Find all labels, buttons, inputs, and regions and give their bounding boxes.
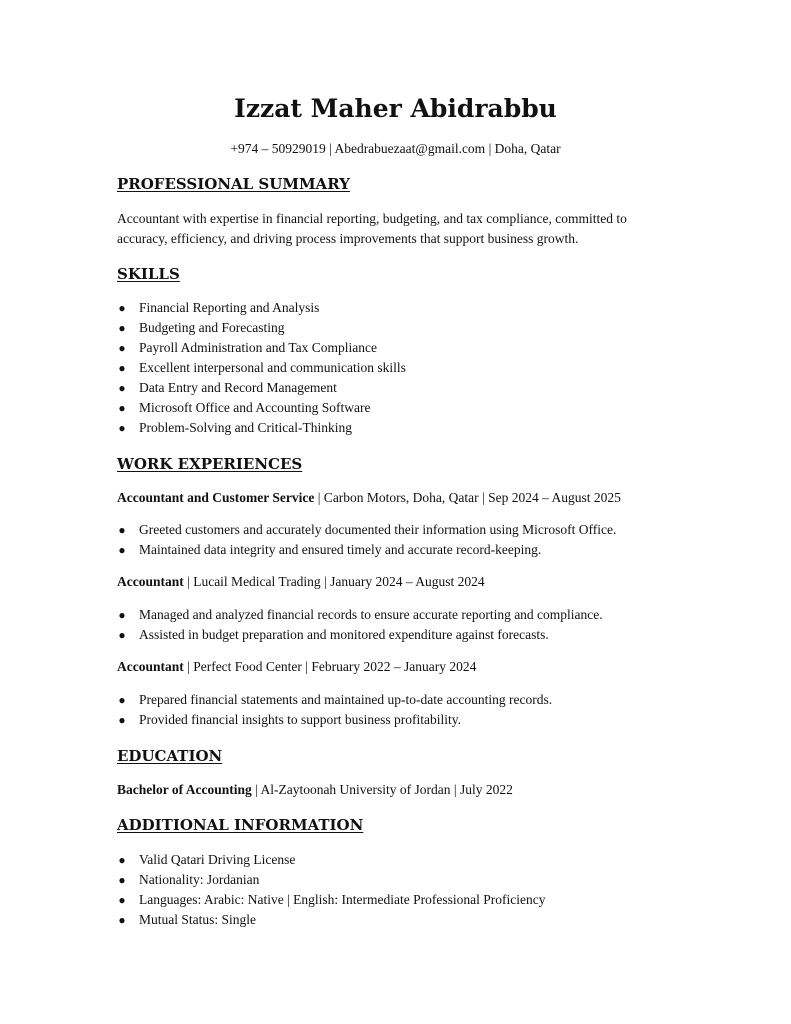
list-item — [117, 418, 697, 438]
section-heading-education: EDUCATION — [117, 747, 223, 765]
education-details: | Al-Zaytoonah University of Jordan | July 2022 — [251, 782, 513, 797]
job-title-line — [117, 488, 717, 508]
degree: Bachelor of Accounting — [117, 782, 252, 797]
job-bullet-text: Provided financial insights to support business profitability. — [139, 712, 461, 727]
list-item — [117, 540, 697, 560]
summary-text: Accountant with expertise in financial reporting, budgeting, and tax compliance, committed to accuracy, efficiency, and driving process improvements that support business growth. — [117, 211, 627, 246]
bullet-icon: ● — [118, 853, 126, 867]
list-item — [117, 910, 697, 930]
additional-text: Nationality: Jordanian — [139, 872, 260, 887]
bullet-icon: ● — [118, 341, 126, 355]
bullet-icon: ● — [118, 523, 126, 537]
list-item — [117, 398, 697, 418]
job-bullets — [117, 690, 697, 730]
job-bullet-text: Greeted customers and accurately documented their information using Microsoft Office. — [139, 522, 617, 537]
job-title-line — [117, 657, 717, 677]
job-details: | Lucail Medical Trading | January 2024 – August 2024 — [183, 574, 485, 589]
bullet-icon: ● — [118, 628, 126, 642]
section-heading-skills: SKILLS — [117, 265, 180, 283]
skill-text: Payroll Administration and Tax Compliance — [139, 340, 378, 355]
skills-list — [117, 298, 697, 438]
education-line — [117, 780, 717, 800]
section-heading-additional: ADDITIONAL INFORMATION — [117, 816, 364, 834]
bullet-icon: ● — [118, 873, 126, 887]
bullet-icon: ● — [118, 301, 126, 315]
additional-list — [117, 850, 697, 930]
list-item — [117, 520, 697, 540]
skill-text: Financial Reporting and Analysis — [139, 300, 320, 315]
job-title: Accountant — [117, 574, 184, 589]
contact-line: +974 – 50929019 | Abedrabuezaat@gmail.com | Doha, Qatar — [230, 141, 561, 156]
bullet-icon: ● — [118, 421, 126, 435]
section-heading-summary: PROFESSIONAL SUMMARY — [117, 175, 350, 193]
bullet-icon: ● — [118, 543, 126, 557]
bullet-icon: ● — [118, 361, 126, 375]
bullet-icon: ● — [118, 608, 126, 622]
job-details: | Perfect Food Center | February 2022 – January 2024 — [183, 659, 477, 674]
bullet-icon: ● — [118, 401, 126, 415]
list-item — [117, 605, 697, 625]
candidate-name: Izzat Maher Abidrabbu — [234, 94, 557, 123]
list-item — [117, 298, 697, 318]
list-item — [117, 358, 697, 378]
job-bullets — [117, 605, 697, 645]
list-item — [117, 690, 697, 710]
additional-text: Languages: Arabic: Native | English: Intermediate Professional Proficiency — [139, 892, 546, 907]
job-bullets — [117, 520, 697, 560]
skill-text: Problem-Solving and Critical-Thinking — [139, 420, 352, 435]
job-bullet-text: Assisted in budget preparation and monitored expenditure against forecasts. — [139, 627, 549, 642]
job-bullet-text: Maintained data integrity and ensured timely and accurate record-keeping. — [139, 542, 542, 557]
skill-text: Excellent interpersonal and communication skills — [139, 360, 406, 375]
list-item — [117, 850, 697, 870]
job-title-line — [117, 572, 717, 592]
bullet-icon: ● — [118, 381, 126, 395]
job-bullet-text: Managed and analyzed financial records to ensure accurate reporting and compliance. — [139, 607, 603, 622]
additional-text: Mutual Status: Single — [139, 912, 257, 927]
job-bullet-text: Prepared financial statements and maintained up-to-date accounting records. — [139, 692, 553, 707]
additional-text: Valid Qatari Driving License — [139, 852, 296, 867]
list-item — [117, 625, 697, 645]
bullet-icon: ● — [118, 913, 126, 927]
job-title: Accountant and Customer Service — [117, 490, 315, 505]
job-details: | Carbon Motors, Doha, Qatar | Sep 2024 – August 2025 — [314, 490, 621, 505]
skill-text: Microsoft Office and Accounting Software — [139, 400, 371, 415]
bullet-icon: ● — [118, 893, 126, 907]
list-item — [117, 870, 697, 890]
bullet-icon: ● — [118, 321, 126, 335]
list-item — [117, 710, 697, 730]
skill-text: Budgeting and Forecasting — [139, 320, 285, 335]
bullet-icon: ● — [118, 713, 126, 727]
list-item — [117, 890, 697, 910]
job-title: Accountant — [117, 659, 184, 674]
list-item — [117, 338, 697, 358]
list-item — [117, 318, 697, 338]
bullet-icon: ● — [118, 693, 126, 707]
section-heading-experience: WORK EXPERIENCES — [117, 455, 303, 473]
skill-text: Data Entry and Record Management — [139, 380, 337, 395]
list-item — [117, 378, 697, 398]
